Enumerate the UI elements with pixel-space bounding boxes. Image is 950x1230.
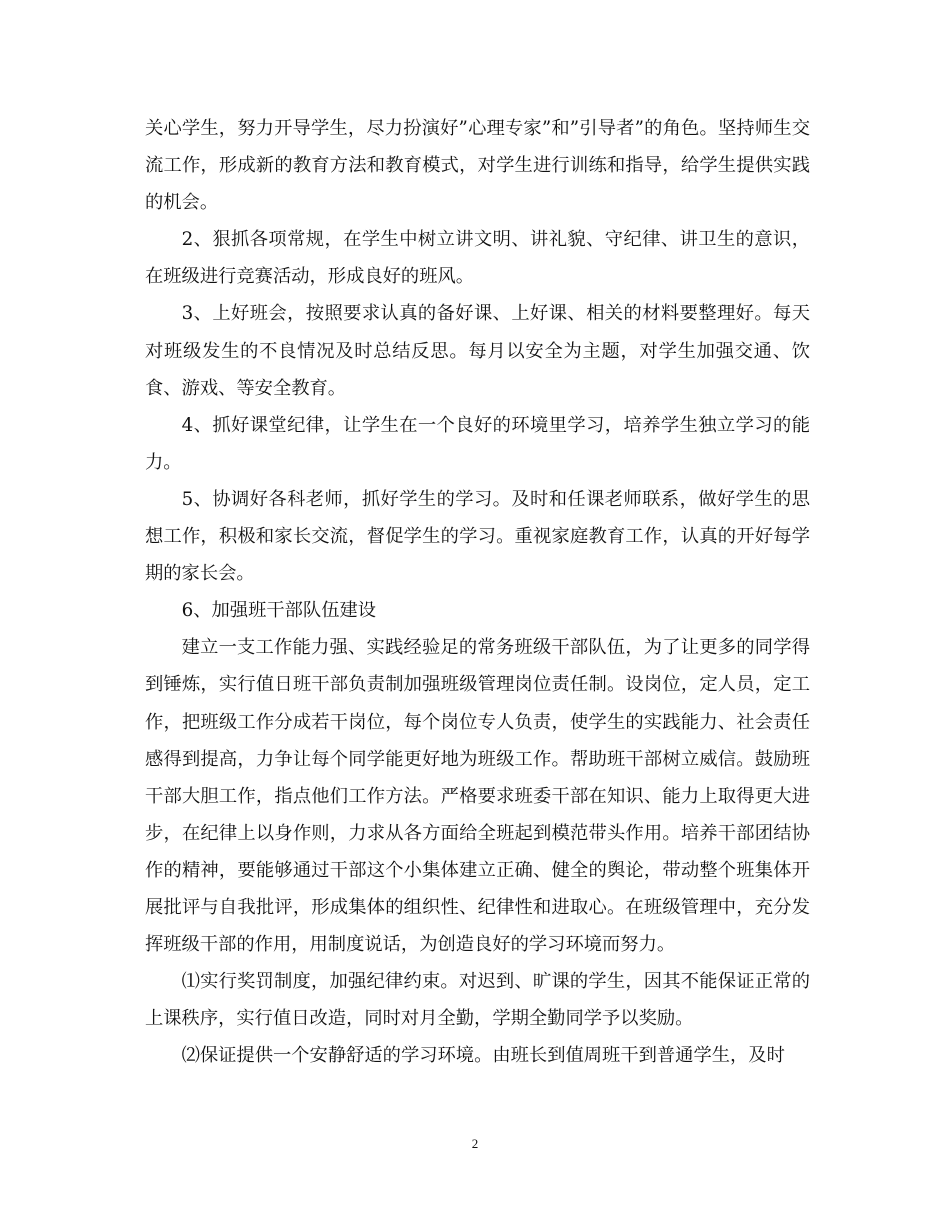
- body-text: [145, 110, 810, 1074]
- page-number: 2: [471, 1136, 479, 1151]
- paragraph-sub-item-2: ⑵保证提供一个安静舒适的学习环境。由班长到值周班干到普通学生，及时: [181, 1045, 785, 1067]
- paragraph-item-4: 4、抓好课堂纪律，让学生在一个良好的环境里学习，培养学生独立学习的能力。: [145, 414, 810, 473]
- paragraph-class-cadre: 建立一支工作能力强、实践经验足的常务班级干部队伍，为了让更多的同学得到锤炼，实行值日班干部负责制加强班级管理岗位责任制。设岗位，定人员，定工作，把班级工作分成若干岗位，每个岗位专人负责，使学生的实践能力、社会责任感得到提高，力争让每个同学能更好地为班级工作。帮助班干部树立威信。鼓励班干部大胆工作，指点他们工作方法。严格要求班委干部在知识、能力上取得更大进步，在纪律上以身作则，力求从各方面给全班起到模范带头作用。培养干部团结协作的精神，要能够通过干部这个小集体建立正确、健全的舆论，带动整个班集体开展批评与自我批评，形成集体的组织性、纪律性和进取心。在班级管理中，充分发挥班级干部的作用，用制度说话，为创造良好的学习环境而努力。: [145, 637, 810, 956]
- section-heading-6: 6、加强班干部队伍建设: [181, 600, 377, 622]
- paragraph-item-5: 5、协调好各科老师，抓好学生的学习。及时和任课老师联系，做好学生的思想工作，积极和家长交流，督促学生的学习。重视家庭教育工作，认真的开好每学期的家长会。: [145, 488, 810, 585]
- paragraph-item-2: 2、狠抓各项常规，在学生中树立讲文明、讲礼貌、守纪律、讲卫生的意识，在班级进行竞赛活动，形成良好的班风。: [145, 229, 810, 288]
- paragraph-continuation: 关心学生，努力开导学生，尽力扮演好”心理专家”和”引导者”的角色。坚持师生交流工作，形成新的教育方法和教育模式，对学生进行训练和指导，给学生提供实践的机会。: [145, 118, 810, 214]
- paragraph-sub-item-1: ⑴实行奖罚制度，加强纪律约束。对迟到、旷课的学生，因其不能保证正常的上课秩序，实行值日改造，同时对月全勤，学期全勤同学予以奖励。: [145, 971, 810, 1030]
- paragraph-item-3: 3、上好班会，按照要求认真的备好课、上好课、相关的材料要整理好。每天对班级发生的不良情况及时总结反思。每月以安全为主题，对学生加强交通、饮食、游戏、等安全教育。: [145, 303, 810, 399]
